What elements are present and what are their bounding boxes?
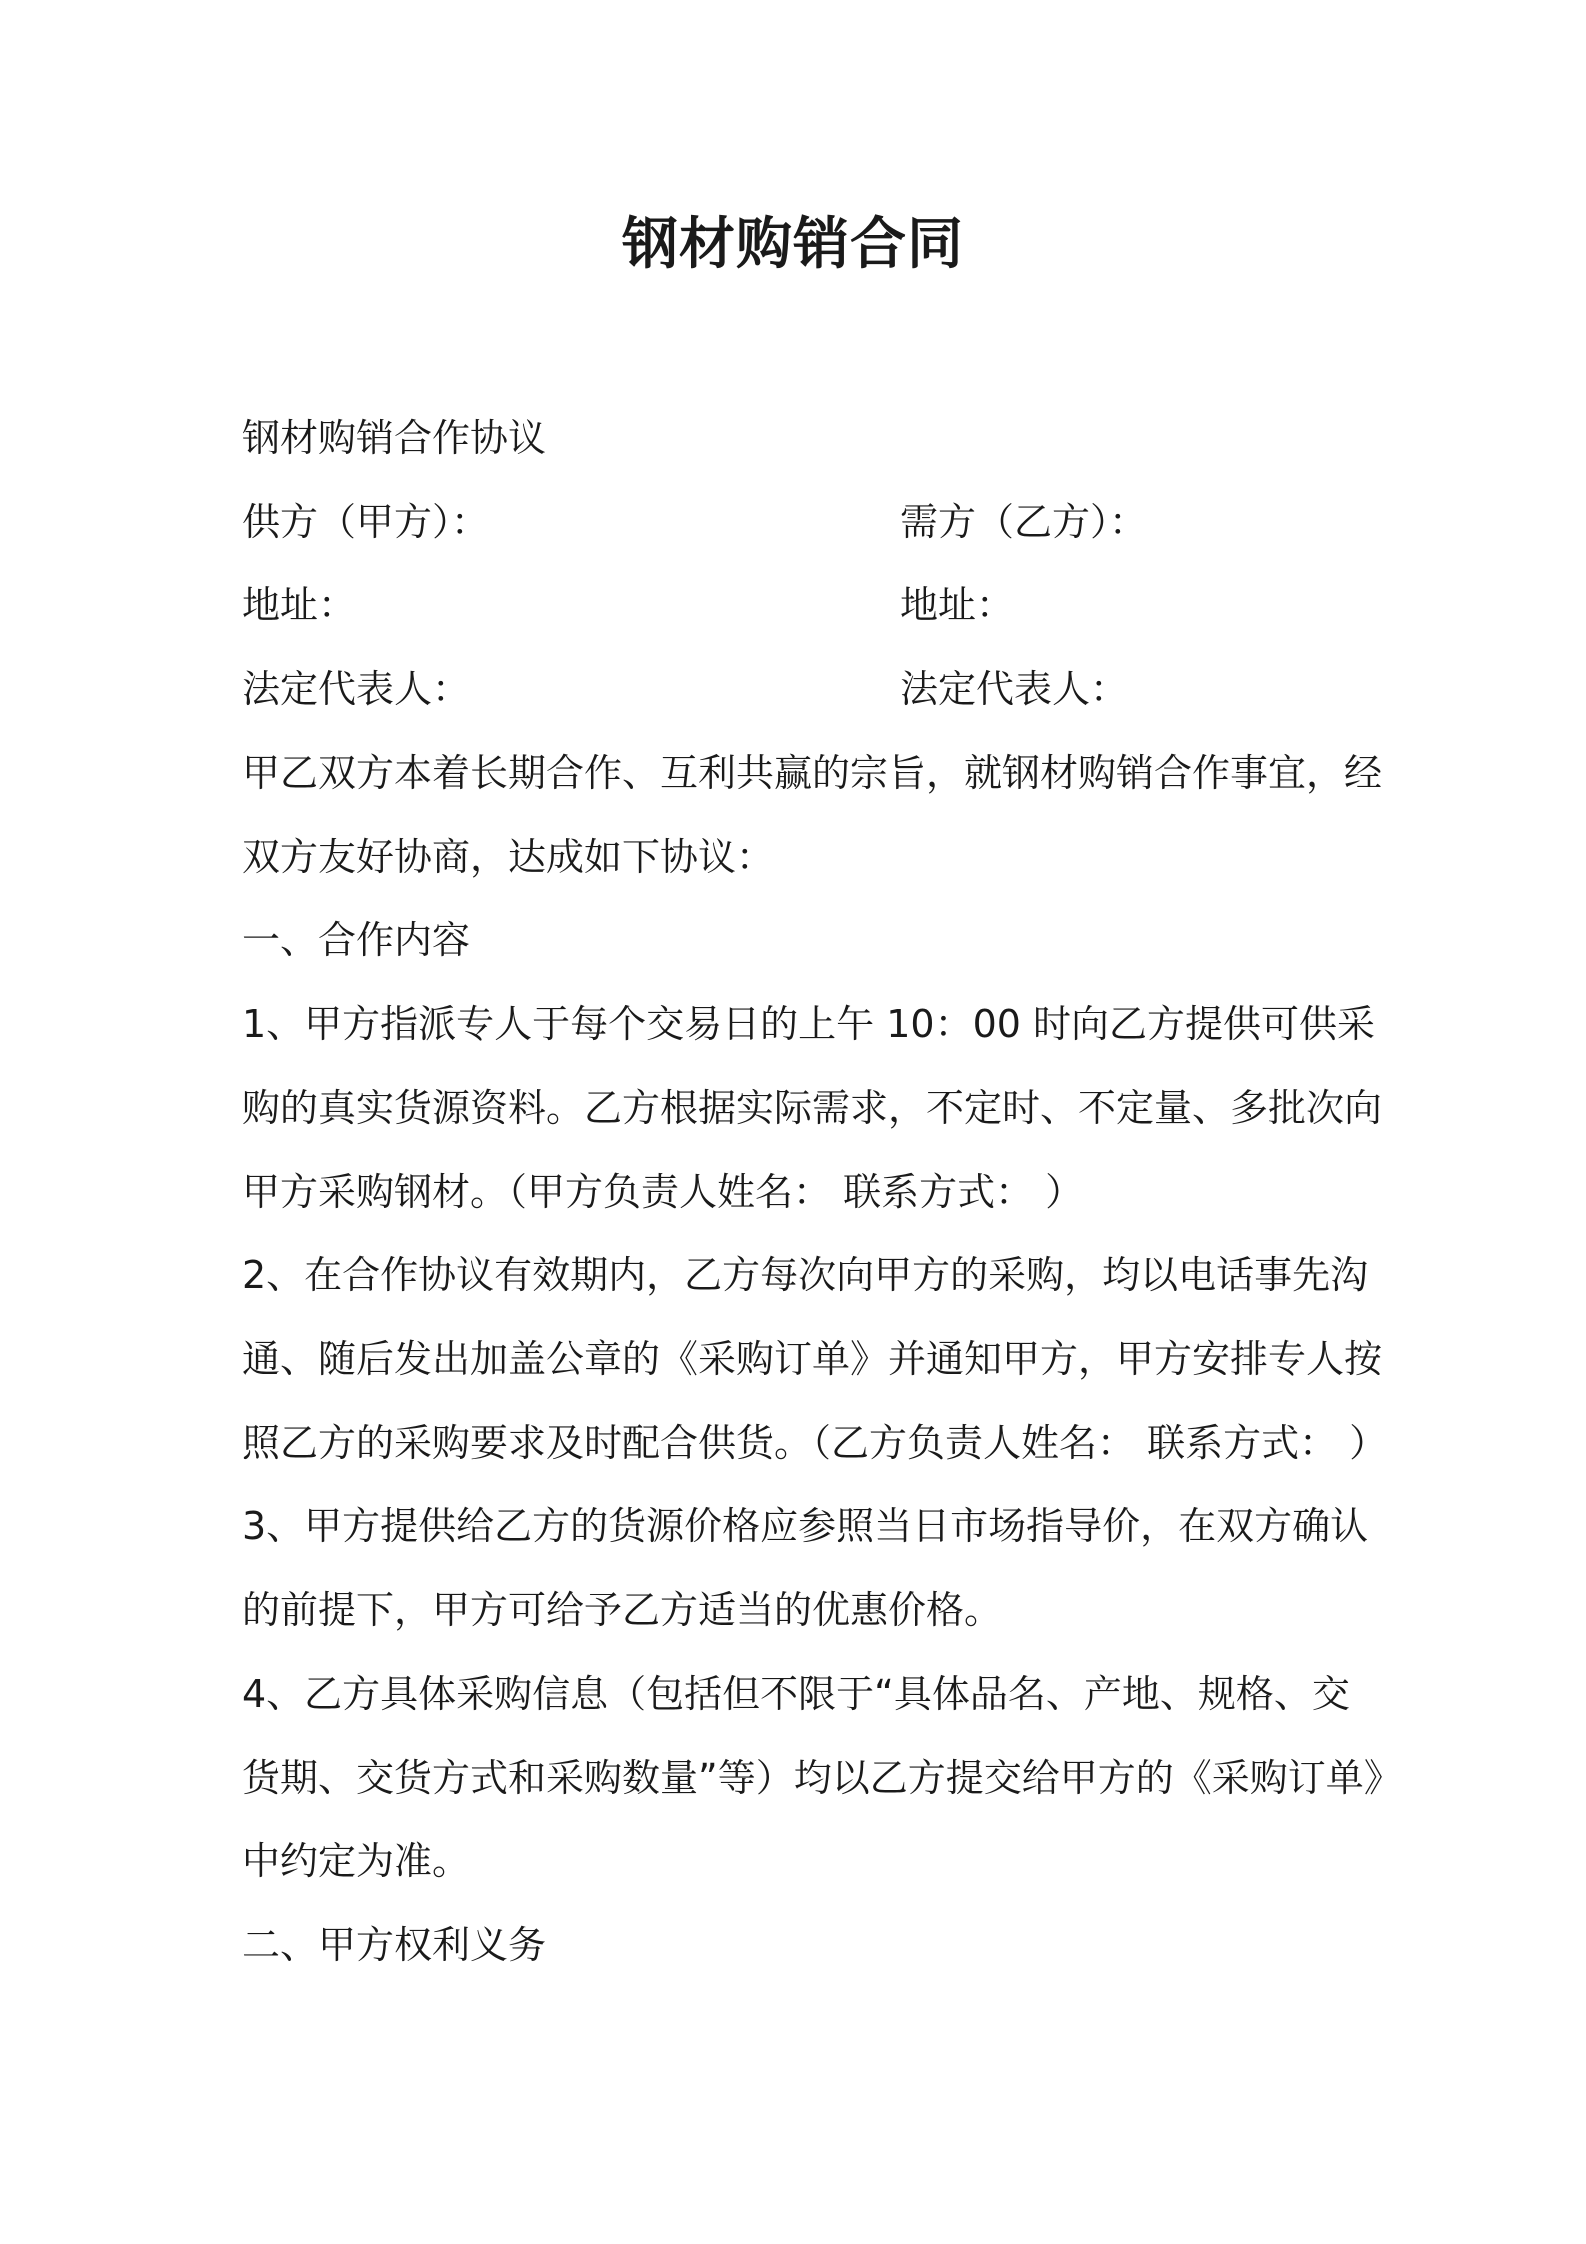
buyer-address-label: 地址： [900, 583, 1015, 627]
item-3-line-2: 的前提下，甲方可给予乙方适当的优惠价格。 [242, 1588, 1003, 1632]
item-2-line-3: 照乙方的采购要求及时配合供货。（乙方负责人姓名： 联系方式： ） [242, 1421, 1388, 1465]
section-2-heading: 二、甲方权利义务 [242, 1923, 547, 1967]
item-3-line-1: 3、甲方提供给乙方的货源价格应参照当日市场指导价，在双方确认 [242, 1504, 1369, 1548]
document-title: 钢材购销合同 [622, 212, 964, 277]
supplier-rep-label: 法定代表人： [242, 667, 471, 711]
intro-line-2: 双方友好协商，达成如下协议： [242, 835, 775, 879]
intro-line-1: 甲乙双方本着长期合作、互利共赢的宗旨，就钢材购销合作事宜，经 [242, 751, 1383, 795]
item-2-line-1: 2、在合作协议有效期内，乙方每次向甲方的采购，均以电话事先沟 [242, 1253, 1369, 1297]
item-2-line-2: 通、随后发出加盖公章的《采购订单》并通知甲方，甲方安排专人按 [242, 1337, 1383, 1381]
buyer-rep-label: 法定代表人： [900, 667, 1129, 711]
item-4-line-3: 中约定为准。 [242, 1839, 471, 1883]
document-subtitle: 钢材购销合作协议 [242, 416, 547, 460]
item-1-line-2: 购的真实货源资料。乙方根据实际需求，不定时、不定量、多批次向 [242, 1086, 1383, 1130]
item-4-line-1: 4、乙方具体采购信息（包括但不限于“具体品名、产地、规格、交 [242, 1672, 1350, 1716]
section-1-heading: 一、合作内容 [242, 918, 471, 962]
item-1-line-1: 1、甲方指派专人于每个交易日的上午 10：00 时向乙方提供可供采 [242, 1002, 1376, 1046]
item-1-line-3: 甲方采购钢材。（甲方负责人姓名： 联系方式： ） [242, 1170, 1084, 1214]
buyer-label: 需方（乙方）： [900, 500, 1148, 544]
supplier-label: 供方（甲方）： [242, 500, 490, 544]
supplier-address-label: 地址： [242, 583, 357, 627]
item-4-line-2: 货期、交货方式和采购数量”等）均以乙方提交给甲方的《采购订单》 [242, 1756, 1402, 1800]
